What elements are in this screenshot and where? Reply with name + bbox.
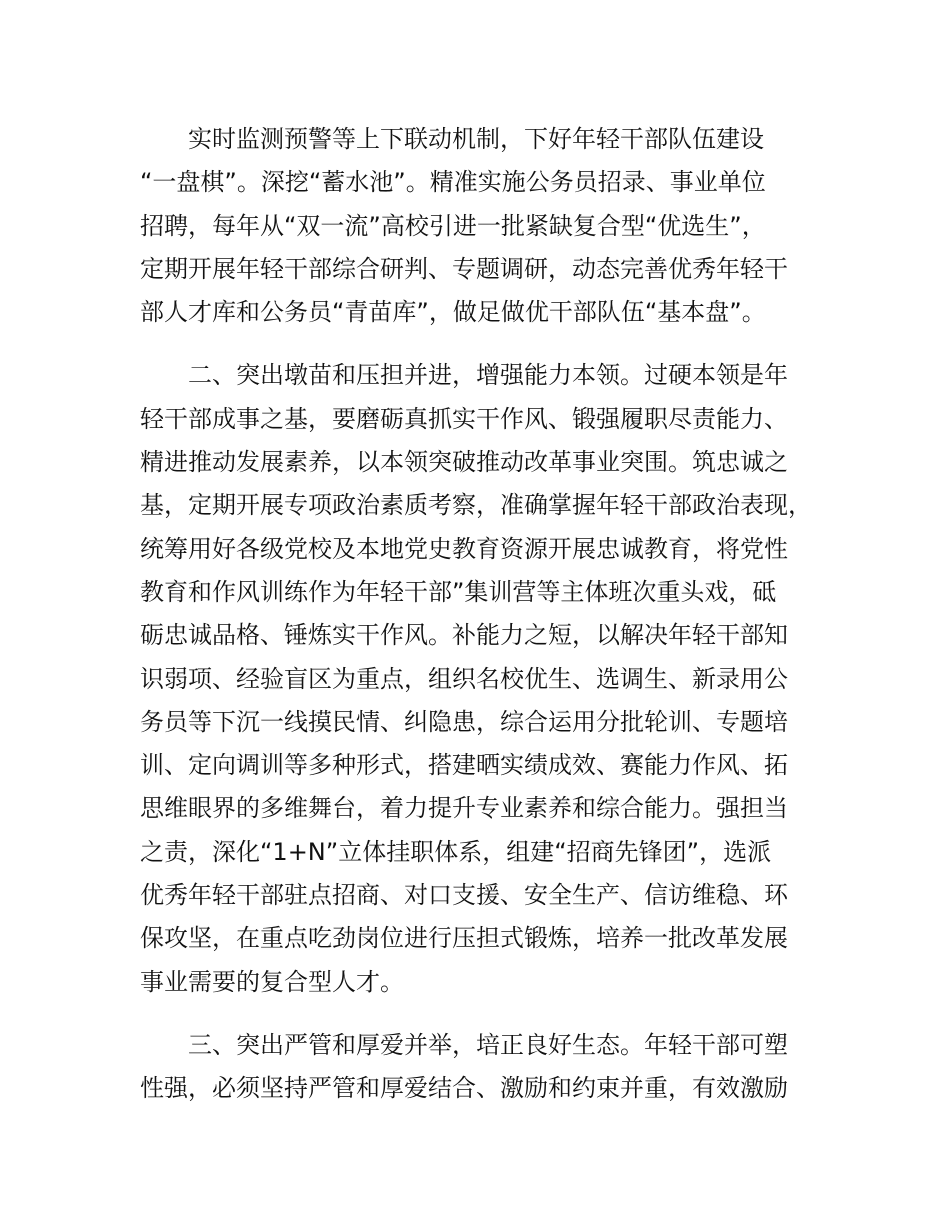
- text-line: 之责，深化“1+N”立体挂职体系，组建“招商先锋团”，选派: [140, 837, 772, 866]
- text-line: 部人才库和公务员“青苗库”，做足做优干部队伍“基本盘”。: [140, 298, 766, 327]
- paragraph-3: [140, 1024, 820, 1111]
- text-line: 思维眼界的多维舞台，着力提升专业素养和综合能力。强担当: [140, 794, 788, 823]
- text-line: 三、突出严管和厚爱并举，培正良好生态。年轻干部可塑: [188, 1030, 788, 1059]
- paragraph-gap: [140, 1004, 820, 1024]
- paragraph-2: [140, 354, 820, 1003]
- document-body: [140, 118, 820, 1111]
- text-line: 务员等下沉一线摸民情、纠隐患，综合运用分批轮训、专题培: [140, 707, 788, 736]
- text-line: 统筹用好各级党校及本地党史教育资源开展忠诚教育，将党性: [140, 534, 788, 563]
- text-line: 保攻坚，在重点吃劲岗位进行压担式锻炼，培养一批改革发展: [140, 924, 788, 953]
- text-line: 性强，必须坚持严管和厚爱结合、激励和约束并重，有效激励: [140, 1074, 788, 1103]
- text-line: “一盘棋”。深挖“蓄水池”。精准实施公务员招录、事业单位: [140, 168, 766, 197]
- text-line: 定期开展年轻干部综合研判、专题调研，动态完善优秀年轻干: [140, 254, 788, 283]
- paragraph-gap: [140, 334, 820, 354]
- text-line: 实时监测预警等上下联动机制，下好年轻干部队伍建设: [188, 125, 764, 153]
- text-line: 二、突出墩苗和压担并进，增强能力本领。过硬本领是年: [188, 361, 788, 390]
- text-line: 招聘，每年从“双一流”高校引进一批紧缺复合型“优选生”，: [140, 211, 766, 240]
- text-line: 识弱项、经验盲区为重点，组织名校优生、选调生、新录用公: [140, 664, 788, 693]
- text-line: 事业需要的复合型人才。: [140, 967, 404, 996]
- text-line: 基，定期开展专项政治素质考察，准确掌握年轻干部政治表现，: [140, 491, 812, 520]
- text-line: 砺忠诚品格、锤炼实干作风。补能力之短，以解决年轻干部知: [140, 621, 788, 650]
- text-line: 轻干部成事之基，要磨砺真抓实干作风、锻强履职尽责能力、: [140, 404, 788, 433]
- text-line: 精进推动发展素养，以本领突破推动改革事业突围。筑忠诚之: [140, 448, 788, 477]
- text-line: 训、定向调训等多种形式，搭建晒实绩成效、赛能力作风、拓: [140, 751, 788, 780]
- text-line: 教育和作风训练作为年轻干部”集训营等主体班次重头戏，砥: [140, 577, 777, 606]
- paragraph-1: [140, 118, 820, 334]
- text-line: 优秀年轻干部驻点招商、对口支援、安全生产、信访维稳、环: [140, 881, 788, 910]
